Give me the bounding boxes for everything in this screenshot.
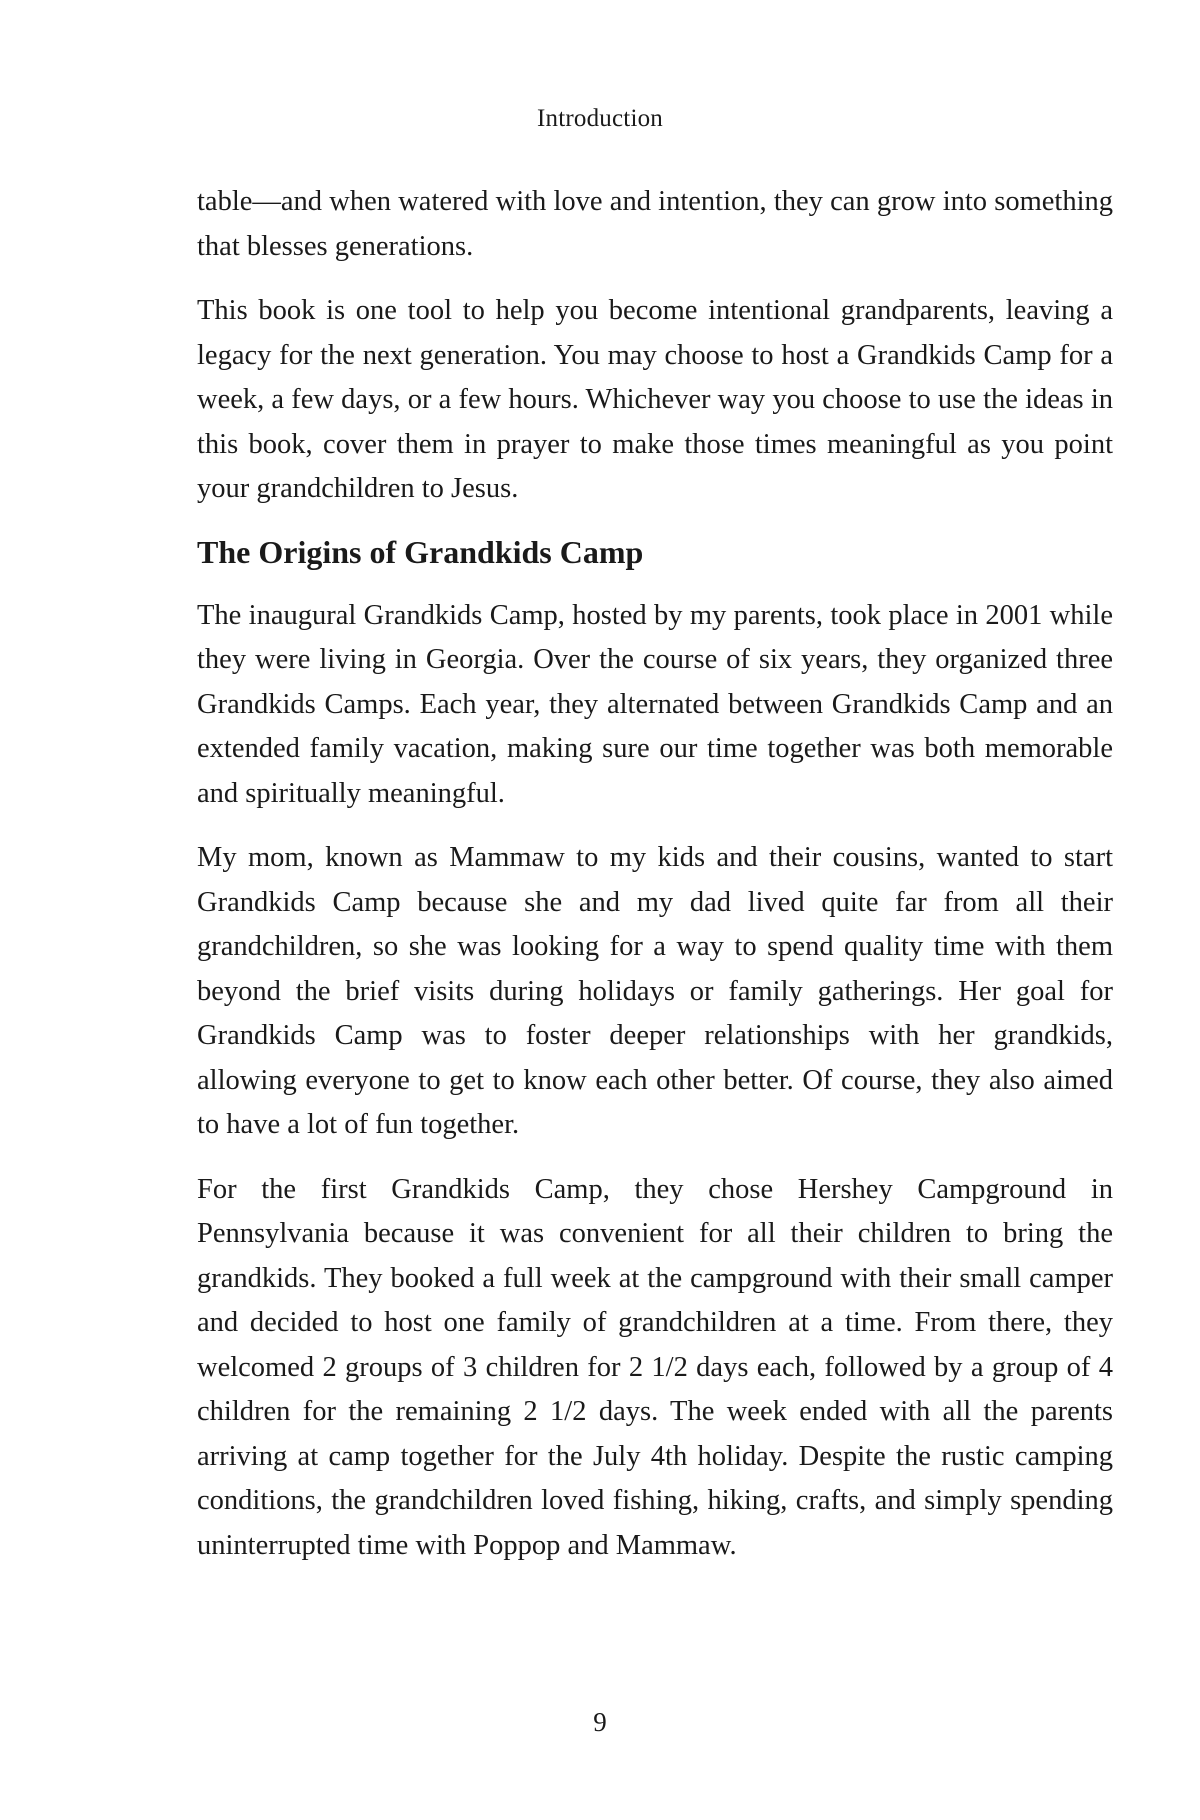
body-text — [197, 180, 1113, 1588]
paragraph-inaugural-camp: The inaugural Grandkids Camp, hosted by my parents, took place in 2001 while they were living in Georgia. Over the course of six years, they organized three Grandkids Camps. Each year, they alternated between Grandkids Camp and an extended family vacation, making sure our time together was both memorable and spiritually meaningful. — [197, 599, 1113, 809]
page-number: 9 — [593, 1707, 607, 1737]
section-heading: The Origins of Grandkids Camp — [197, 533, 644, 570]
paragraph-mammaw-goal: My mom, known as Mammaw to my kids and their cousins, wanted to start Grandkids Camp because she and my dad lived quite far from all their grandchildren, so she was looking for a way to spend quality time with them beyond the brief visits during holidays or family gatherings. Her goal for Grandkids Camp was to foster deeper relationships with her grandkids, allowing everyone to get to know each other better. Of course, they also aimed to have a lot of fun together. — [197, 842, 1113, 1140]
paragraph-continuation: table—and when watered with love and intention, they can grow into something that blesses generations. — [197, 186, 1113, 262]
paragraph-book-purpose: This book is one tool to help you become intentional grandparents, leaving a legacy for the next generation. You may choose to host a Grandkids Camp for a week, a few days, or a few hours. Whichever way you choose to use the ideas in this book, cover them in prayer to make those times meaningful as you point your grandchildren to Jesus. — [197, 295, 1113, 504]
running-head: Introduction — [537, 105, 663, 132]
paragraph-first-camp: For the first Grandkids Camp, they chose Hershey Campground in Pennsylvania because it was convenient for all their children to bring the grandkids. They booked a full week at the campground with their small camper and decided to host one family of grandchildren at a time. From there, they welcomed 2 groups of 3 children for 2 1/2 days each, followed by a group of 4 children for the remaining 2 1/2 days. The week ended with all the parents arriving at camp together for the July 4th holiday. Despite the rustic camping conditions, the grandchildren loved fishing, hiking, crafts, and simply spending uninterrupted time with Poppop and Mammaw. — [197, 1173, 1113, 1561]
